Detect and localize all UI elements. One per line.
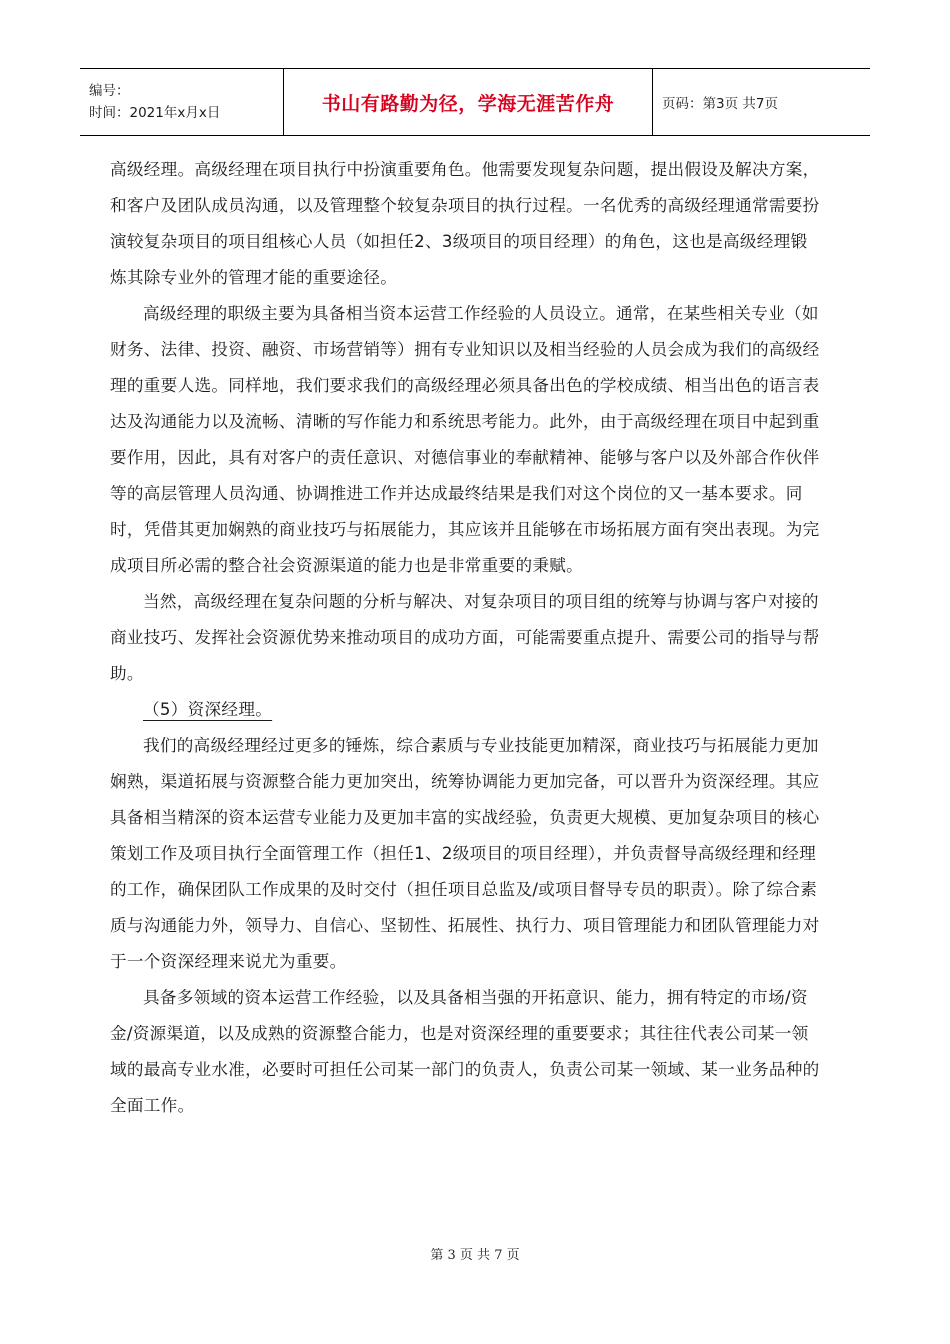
header-meta — [80, 69, 283, 135]
document-date-label: 时间：2021年x月x日 — [89, 105, 221, 121]
header-page-number: 页码：第3页 共7页 — [662, 96, 778, 112]
section-heading-text: （5）资深经理。 — [143, 700, 273, 719]
header-motto: 书山有路勤为径，学海无涯苦作舟 — [321, 92, 615, 115]
body-paragraph: 高级经理的职级主要为具备相当资本运营工作经验的人员设立。通常，在某些相关专业（如财务、法律、投资、融资、市场营销等）拥有专业知识以及相当经验的人员会成为我们的高级经理的重要人选。同样地，我们要求我们的高级经理必须具备出色的学校成绩、相当出色的语言表达及沟通能力以及流畅、清晰的写作能力和系统思考能力。此外，由于高级经理在项目中起到重要作用，因此，具有对客户的责任意识、对德信事业的奉献精神、能够与客户以及外部合作伙伴等的高层管理人员沟通、协调推进工作并达成最终结果是我们对这个岗位的又一基本要求。同时，凭借其更加娴熟的商业技巧与拓展能力，其应该并且能够在市场拓展方面有突出表现。为完成项目所必需的整合社会资源渠道的能力也是非常重要的秉赋。 — [110, 304, 820, 575]
document-header — [80, 68, 870, 136]
header-page-cell — [653, 69, 870, 135]
body-paragraph: 当然，高级经理在复杂问题的分析与解决、对复杂项目的项目组的统筹与协调与客户对接的商业技巧、发挥社会资源优势来推动项目的成功方面，可能需要重点提升、需要公司的指导与帮助。 — [110, 592, 820, 683]
document-body — [110, 152, 820, 1124]
header-motto-cell — [283, 69, 653, 135]
section-heading — [110, 692, 820, 728]
document-number-label: 编号： — [89, 83, 130, 99]
body-paragraph: 我们的高级经理经过更多的锤炼，综合素质与专业技能更加精深，商业技巧与拓展能力更加娴熟，渠道拓展与资源整合能力更加突出，统筹协调能力更加完备，可以晋升为资深经理。其应具备相当精深的资本运营专业能力及更加丰富的实战经验，负责更大规模、更加复杂项目的核心策划工作及项目执行全面管理工作（担任1、2级项目的项目经理），并负责督导高级经理和经理的工作，确保团队工作成果的及时交付（担任项目总监及/或项目督导专员的职责）。除了综合素质与沟通能力外，领导力、自信心、坚韧性、拓展性、执行力、项目管理能力和团队管理能力对于一个资深经理来说尤为重要。 — [110, 736, 820, 971]
body-paragraph: 具备多领域的资本运营工作经验，以及具备相当强的开拓意识、能力，拥有特定的市场/资金/资源渠道，以及成熟的资源整合能力，也是对资深经理的重要要求；其往往代表公司某一领域的最高专业水准，必要时可担任公司某一部门的负责人，负责公司某一领域、某一业务品种的全面工作。 — [110, 988, 820, 1115]
body-paragraph: 高级经理。高级经理在项目执行中扮演重要角色。他需要发现复杂问题，提出假设及解决方案，和客户及团队成员沟通，以及管理整个较复杂项目的执行过程。一名优秀的高级经理通常需要扮演较复杂项目的项目组核心人员（如担任2、3级项目的项目经理）的角色，这也是高级经理锻炼其除专业外的管理才能的重要途径。 — [110, 160, 820, 287]
page-footer: 第 3 页 共 7 页 — [430, 1248, 520, 1263]
